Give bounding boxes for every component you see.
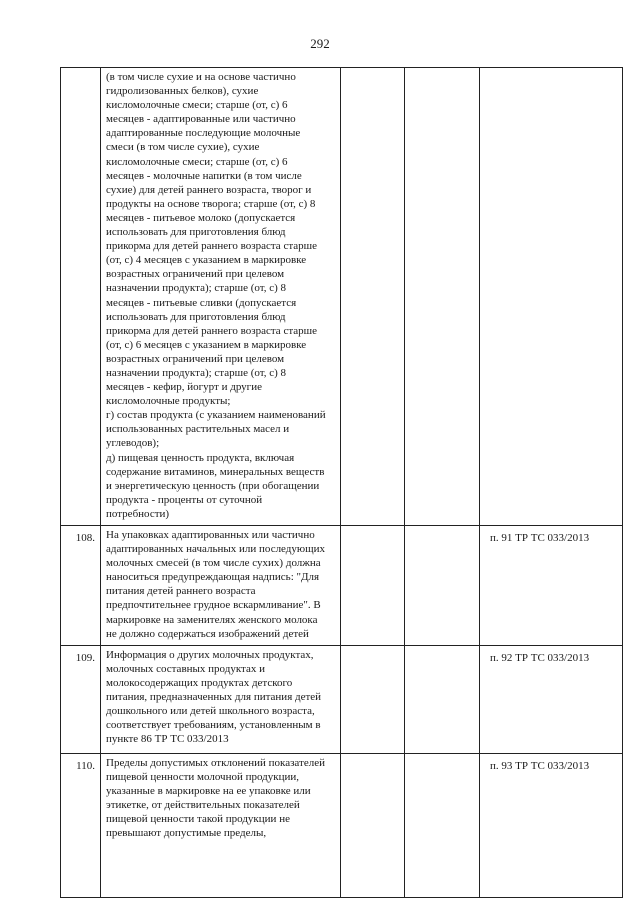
empty-cell — [341, 526, 405, 646]
table-row — [61, 526, 623, 646]
requirement-text-body: Пределы допустимых отклонений показателей пищевой ценности молочной продукции, указанные в маркировке на ее упаковке или этикетке, от действительных показателей пищевой ценности такой продукции не превышают допустимые пределы, — [106, 756, 325, 840]
regulation-reference: п. 91 ТР ТС 033/2013 — [480, 526, 623, 646]
empty-cell — [405, 753, 480, 897]
empty-cell — [341, 753, 405, 897]
requirement-text — [101, 526, 341, 646]
requirement-text-body: На упаковках адаптированных или частично адаптированных начальных или последующих молочных смесей (в том числе сухих) должна наноситься предупреждающая надпись: "Для питания детей раннего возраста предпочтительнее грудное вскармливание". В маркировке на заменителях женского молока не должно содержаться изображений детей — [106, 529, 325, 640]
empty-cell — [341, 68, 405, 526]
empty-cell — [405, 645, 480, 753]
empty-cell — [405, 526, 480, 646]
requirement-text — [101, 68, 341, 526]
empty-cell — [405, 68, 480, 526]
row-number: 110. — [61, 753, 101, 897]
row-number — [61, 68, 101, 526]
requirements-table — [60, 67, 623, 898]
row-number: 108. — [61, 526, 101, 646]
table-row — [61, 68, 623, 526]
page-number: 292 — [310, 36, 330, 51]
regulation-reference — [480, 68, 623, 526]
row-number: 109. — [61, 645, 101, 753]
regulation-reference: п. 93 ТР ТС 033/2013 — [480, 753, 623, 897]
requirement-text — [101, 753, 341, 897]
table-row — [61, 753, 623, 897]
requirement-text-body: Информация о других молочных продуктах, молочных составных продуктах и молокосодержащих продуктах детского питания, предназначенных для питания детей дошкольного или детей школьного возраста, соответствует требованиям, установленным в пункте 86 ТР ТС 033/2013 — [106, 648, 322, 746]
empty-cell — [341, 645, 405, 753]
requirement-text-body: (в том числе сухие и на основе частично гидролизованных белков), сухие кисломолочные смеси; старше (от, с) 6 месяцев - адаптированные или частично адаптированные последующие молочные смеси (в том числе сухие), сухие кисломолочные смеси; старше (от, с) 6 месяцев - молочные напитки (в том числе сухие) для детей раннего возраста, творог и продукты на основе творога; старше (от, с) 8 месяцев - питьевое молоко (допускается использовать для приготовления блюд прикорма для детей раннего возраста старше (от, с) 4 месяцев с указанием в маркировке возрастных ограничений при целевом назначении продукта); старше (от, с) 8 месяцев - питьевые сливки (допускается использовать для приготовления блюд прикорма для детей раннего возраста старше (от, с) 6 месяцев с указанием в маркировке возрастных ограничений при целевом назначении продукта); старше (от, с) 8 месяцев - кефир, йогурт и другие кисломолочные продукты; г) состав продукта (с указанием наименований использованных растительных масел и углеводов); д) пищевая ценность продукта, включая содержание витаминов, минеральных веществ и энергетическую ценность (при обогащении продукта - проценты от суточной потребности) — [106, 71, 326, 520]
regulation-reference: п. 92 ТР ТС 033/2013 — [480, 645, 623, 753]
table-row — [61, 645, 623, 753]
requirement-text — [101, 645, 341, 753]
